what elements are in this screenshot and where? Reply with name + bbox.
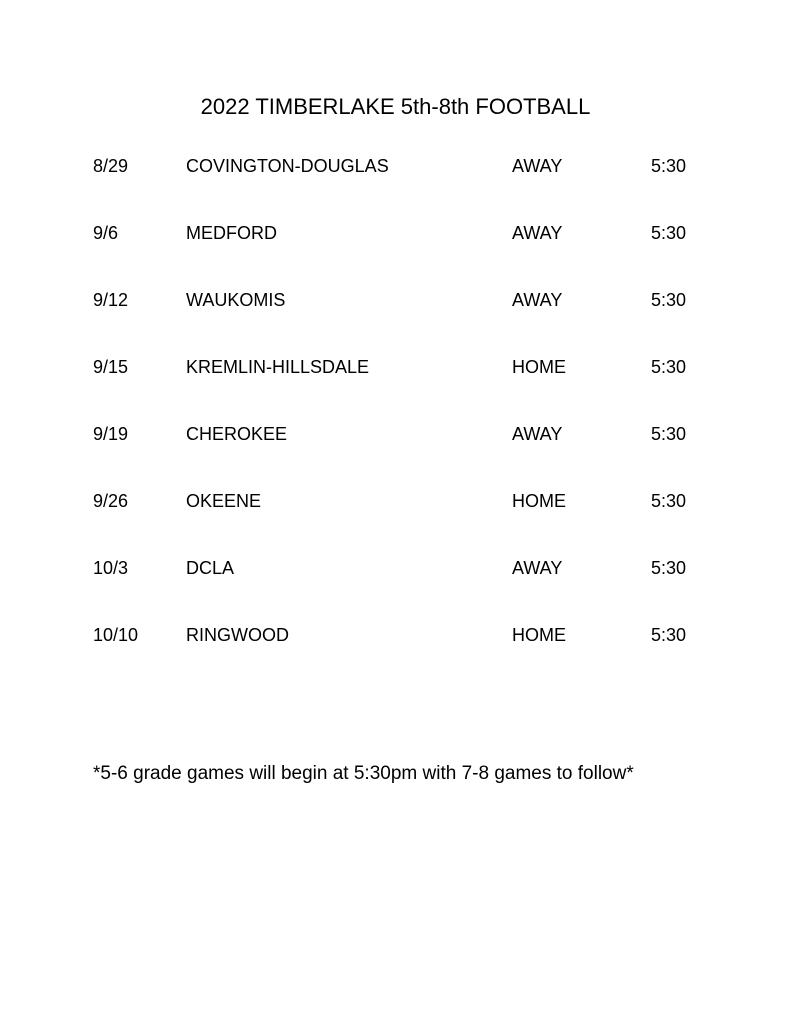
game-location: HOME (512, 491, 566, 511)
game-time: 5:30 (651, 156, 687, 176)
game-time: 5:30 (651, 357, 687, 377)
game-location: HOME (512, 625, 566, 645)
table-row (0, 155, 791, 222)
game-opponent: CHEROKEE (186, 424, 288, 444)
game-opponent: KREMLIN-HILLSDALE (186, 357, 370, 377)
table-row (0, 490, 791, 557)
game-location: AWAY (512, 558, 563, 578)
game-location: AWAY (512, 156, 563, 176)
table-row (0, 624, 791, 691)
game-opponent: COVINGTON-DOUGLAS (186, 156, 389, 176)
game-time: 5:30 (651, 558, 687, 578)
schedule-table (0, 155, 791, 691)
game-date: 8/29 (93, 156, 129, 176)
game-location: AWAY (512, 290, 563, 310)
table-row (0, 356, 791, 423)
schedule-footnote: *5-6 grade games will begin at 5:30pm with 7-8 games to follow* (93, 763, 634, 784)
table-row (0, 557, 791, 624)
game-time: 5:30 (651, 625, 687, 645)
game-date: 9/15 (93, 357, 129, 377)
game-date: 9/19 (93, 424, 129, 444)
game-date: 9/6 (93, 223, 119, 243)
game-location: AWAY (512, 424, 563, 444)
game-opponent: WAUKOMIS (186, 290, 286, 310)
game-opponent: OKEENE (186, 491, 262, 511)
game-time: 5:30 (651, 491, 687, 511)
game-date: 9/12 (93, 290, 129, 310)
game-date: 10/3 (93, 558, 129, 578)
game-opponent: MEDFORD (186, 223, 277, 243)
game-opponent: RINGWOOD (186, 625, 289, 645)
game-time: 5:30 (651, 223, 687, 243)
game-time: 5:30 (651, 424, 687, 444)
table-row (0, 222, 791, 289)
game-opponent: DCLA (186, 558, 235, 578)
game-location: HOME (512, 357, 566, 377)
game-location: AWAY (512, 223, 563, 243)
game-date: 9/26 (93, 491, 129, 511)
table-row (0, 289, 791, 356)
table-row (0, 423, 791, 490)
game-date: 10/10 (93, 625, 139, 645)
game-time: 5:30 (651, 290, 687, 310)
page-title: 2022 TIMBERLAKE 5th-8th FOOTBALL (200, 94, 591, 119)
